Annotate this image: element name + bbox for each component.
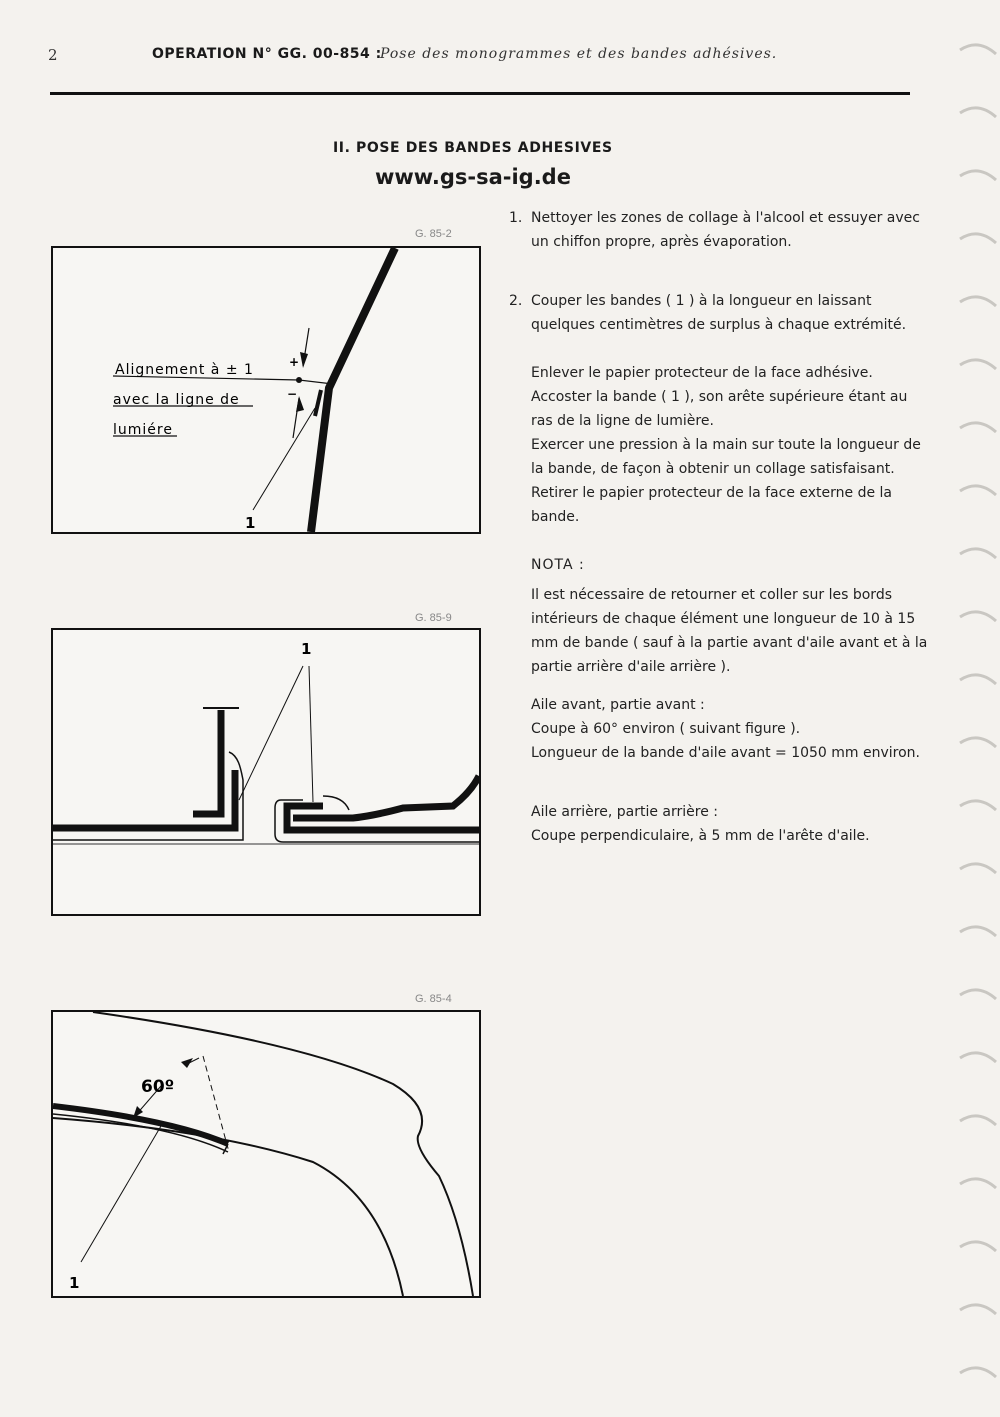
step-1 <box>509 206 929 254</box>
adhesive-strip <box>315 390 321 416</box>
binder-hole-icon <box>956 91 1000 131</box>
binder-hole-icon <box>956 910 1000 950</box>
instruction-3: Exercer une pression à la main sur toute la longueur de la bande, de façon à obtenir un collage satisfaisant. <box>531 437 921 477</box>
rear-wing-heading: Aile arrière, partie arrière : <box>531 804 718 820</box>
figure-3-drawing <box>53 1012 479 1296</box>
step-2-number: 2. <box>509 293 523 309</box>
figure-2-code: G. 85-9 <box>415 612 452 624</box>
figure-2-drawing <box>53 630 479 914</box>
figure-2 <box>51 628 481 916</box>
plus-sign: + <box>289 355 300 369</box>
front-wing-cut: Coupe à 60° environ ( suivant figure ). <box>531 721 801 737</box>
nota-heading: NOTA : <box>531 557 585 573</box>
binder-hole-icon <box>956 1225 1000 1265</box>
binder-hole-icon <box>956 784 1000 824</box>
figure-3-callout: 1 <box>69 1274 80 1292</box>
instructions-column <box>509 206 929 848</box>
section-title: II. POSE DES BANDES ADHESIVES <box>333 140 613 156</box>
step-2 <box>509 289 929 337</box>
binder-hole-icon <box>956 1162 1000 1202</box>
binder-hole-icon <box>956 1288 1000 1328</box>
binder-hole-icon <box>956 847 1000 887</box>
header-rule <box>50 92 910 95</box>
figure-3 <box>51 1010 481 1298</box>
binder-hole-icon <box>956 1351 1000 1391</box>
nota-text: Il est nécessaire de retourner et coller sur les bords intérieurs de chaque élément une longueur de 10 à 15 mm de bande ( sauf à la partie avant d'aile avant et à la partie arrière d'aile arrière ). <box>531 587 928 675</box>
step-2-text: Couper les bandes ( 1 ) à la longueur en laissant quelques centimètres de surplus à chaque extrémité. <box>531 293 907 333</box>
watermark-url: www.gs-sa-ig.de <box>375 165 571 189</box>
figure-2-callout: 1 <box>301 640 312 658</box>
binder-hole-icon <box>956 595 1000 635</box>
operation-title: OPERATION N° GG. 00-854 : <box>152 46 382 62</box>
binder-hole-icon <box>956 217 1000 257</box>
instruction-2: Accoster la bande ( 1 ), son arête supérieure étant au ras de la ligne de lumière. <box>531 389 908 429</box>
alignment-label-line-1: Alignement à ± 1 <box>115 362 254 378</box>
alignment-label-line-2: avec la ligne de <box>113 392 240 408</box>
figure-1-code: G. 85-2 <box>415 228 452 240</box>
angle-label: 60º <box>141 1077 175 1097</box>
page-number: 2 <box>48 46 58 64</box>
binder-hole-icon <box>956 1036 1000 1076</box>
minus-sign: − <box>287 387 298 401</box>
pillar-line <box>311 248 395 532</box>
binder-hole-icon <box>956 343 1000 383</box>
binder-hole-icon <box>956 28 1000 68</box>
rear-wing-cut: Coupe perpendiculaire, à 5 mm de l'arête d'aile. <box>531 828 870 844</box>
binder-hole-icon <box>956 280 1000 320</box>
figure-1 <box>51 246 481 534</box>
instruction-4: Retirer le papier protecteur de la face externe de la bande. <box>531 485 893 525</box>
figure-1-callout: 1 <box>245 514 256 532</box>
binder-hole-icon <box>956 532 1000 572</box>
step-1-text: Nettoyer les zones de collage à l'alcool et essuyer avec un chiffon propre, après évaporation. <box>531 210 920 250</box>
binder-hole-icon <box>956 721 1000 761</box>
binder-hole-icon <box>956 1099 1000 1139</box>
step-1-number: 1. <box>509 210 523 226</box>
front-wing-heading: Aile avant, partie avant : <box>531 697 705 713</box>
alignment-label-line-3: lumiére <box>113 422 173 438</box>
instruction-block <box>509 361 929 848</box>
figure-3-code: G. 85-4 <box>415 993 452 1005</box>
operation-subtitle: Pose des monogrammes et des bandes adhésives. <box>380 46 778 62</box>
figure-1-drawing <box>53 248 479 532</box>
instruction-1: Enlever le papier protecteur de la face adhésive. <box>531 365 873 381</box>
binder-hole-icon <box>956 658 1000 698</box>
binder-hole-icon <box>956 469 1000 509</box>
front-wing-length: Longueur de la bande d'aile avant = 1050 mm environ. <box>531 745 920 761</box>
binder-hole-icon <box>956 154 1000 194</box>
binder-hole-icon <box>956 973 1000 1013</box>
binder-hole-icon <box>956 406 1000 446</box>
